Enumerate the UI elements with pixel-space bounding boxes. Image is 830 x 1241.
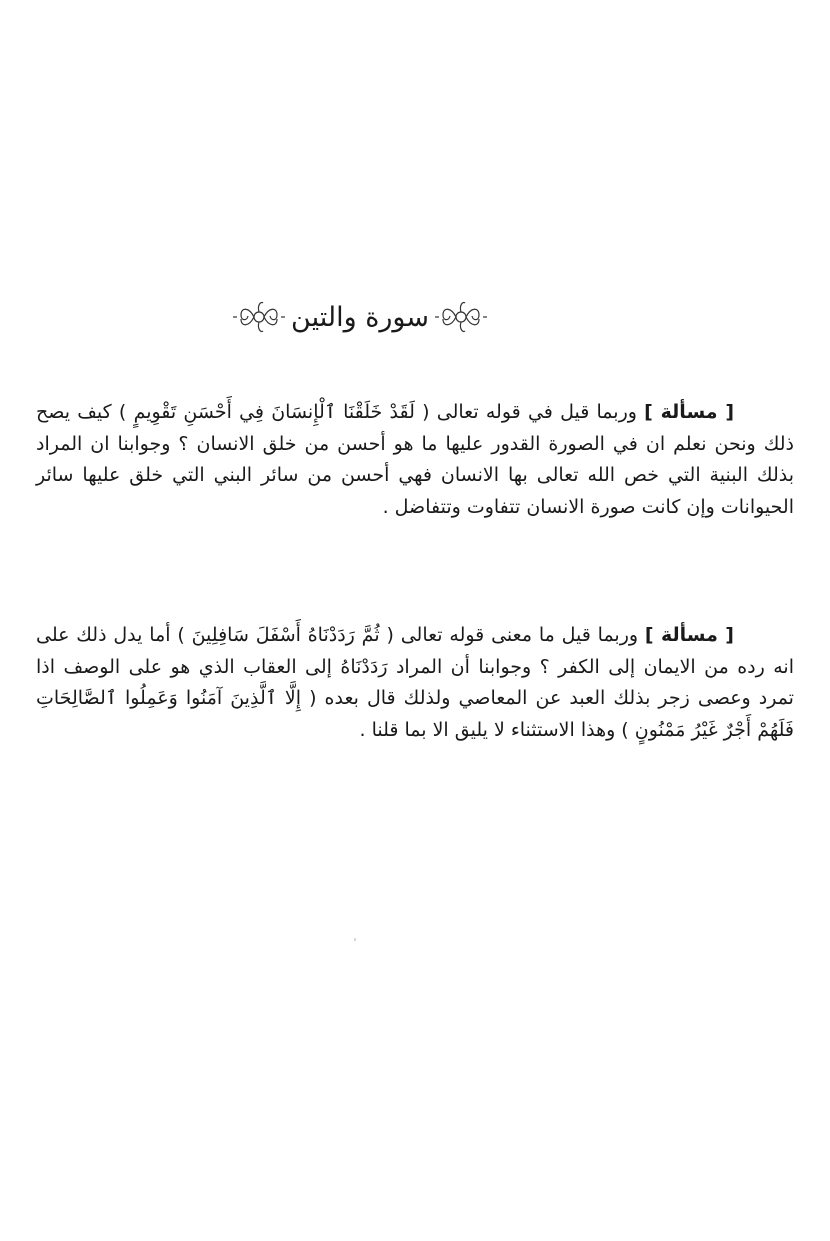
ornament-left-icon [233, 297, 285, 337]
question-paragraph-1 [36, 397, 794, 523]
question-label: [ مسألة ] [644, 401, 735, 423]
answer-text: ) كيف يصح ذلك ونحن نعلم ان في الصورة القدور عليها ما هو أحسن من خلق الانسان ؟ وجوابنا ان المراد بذلك البنية التي خص الله تعالى بها الانسان فهي أحسن من سائر البني التي خلق عليها سائر الحيوانات وإن كانت صورة الانسان تتفاوت وتتفاضل . [36, 401, 794, 518]
surah-header [215, 293, 505, 341]
surah-title: سورة والتين [291, 301, 429, 333]
answer-text: ) أما يدل ذلك على انه رده من الايمان إلى الكفر ؟ وجوابنا أن المراد رَدَدْنَاهُ إلى العقاب الذي هو على الوصف اذا تمرد وعصى زجر بذلك العبد عن المعاصي ولذلك قال بعده ( [36, 624, 794, 710]
ornament-right-icon [435, 297, 487, 337]
quran-verse-2: إِلَّا ٱلَّذِينَ آمَنُوا وَعَمِلُوا ٱلصَّالِحَاتِ فَلَهُمْ أَجْرٌ غَيْرُ مَمْنُونٍ [36, 687, 794, 741]
question-intro: وربما قيل في قوله تعالى ( [422, 401, 637, 423]
question-intro: وربما قيل ما معنى قوله تعالى ( [386, 624, 639, 646]
closing-text: ) وهذا الاستثناء لا يليق الا بما قلنا . [359, 718, 629, 741]
scan-speck [354, 938, 356, 941]
question-label: [ مسألة ] [644, 624, 734, 646]
question-paragraph-2 [36, 620, 794, 746]
quran-verse: ثُمَّ رَدَدْنَاهُ أَسْفَلَ سَافِلِينَ [191, 624, 380, 646]
quran-verse: لَقَدْ خَلَقْنَا ٱلْإِنسَانَ فِي أَحْسَنِ تَقْوِيمٍ [133, 401, 415, 423]
